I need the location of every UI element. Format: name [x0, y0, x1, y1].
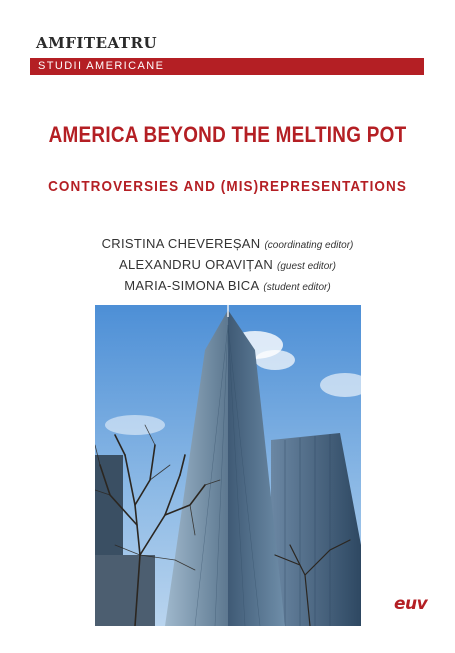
editor-name: ALEXANDRU ORAVIȚAN	[119, 257, 274, 272]
editor-name: MARIA-SIMONA BICA	[124, 278, 260, 293]
editor-list	[0, 233, 455, 296]
editor-line	[0, 254, 455, 275]
series-label: STUDII AMERICANE	[38, 60, 165, 72]
editor-role: (guest editor)	[277, 261, 336, 272]
editor-role: (coordinating editor)	[264, 240, 354, 251]
book-title: AMERICA BEYOND THE MELTING POT	[48, 122, 407, 147]
editor-line	[0, 233, 455, 254]
publisher-logo: euv	[394, 594, 428, 614]
editor-name: CRISTINA CHEVEREȘAN	[101, 236, 261, 251]
editor-line	[0, 275, 455, 296]
editor-role: (student editor)	[263, 282, 331, 293]
skyscraper-photo	[95, 305, 361, 626]
book-subtitle: CONTROVERSIES AND (MIS)REPRESENTATIONS	[48, 178, 407, 195]
series-logo: AMFITEATRU	[36, 34, 158, 52]
cover-photo	[95, 305, 361, 626]
